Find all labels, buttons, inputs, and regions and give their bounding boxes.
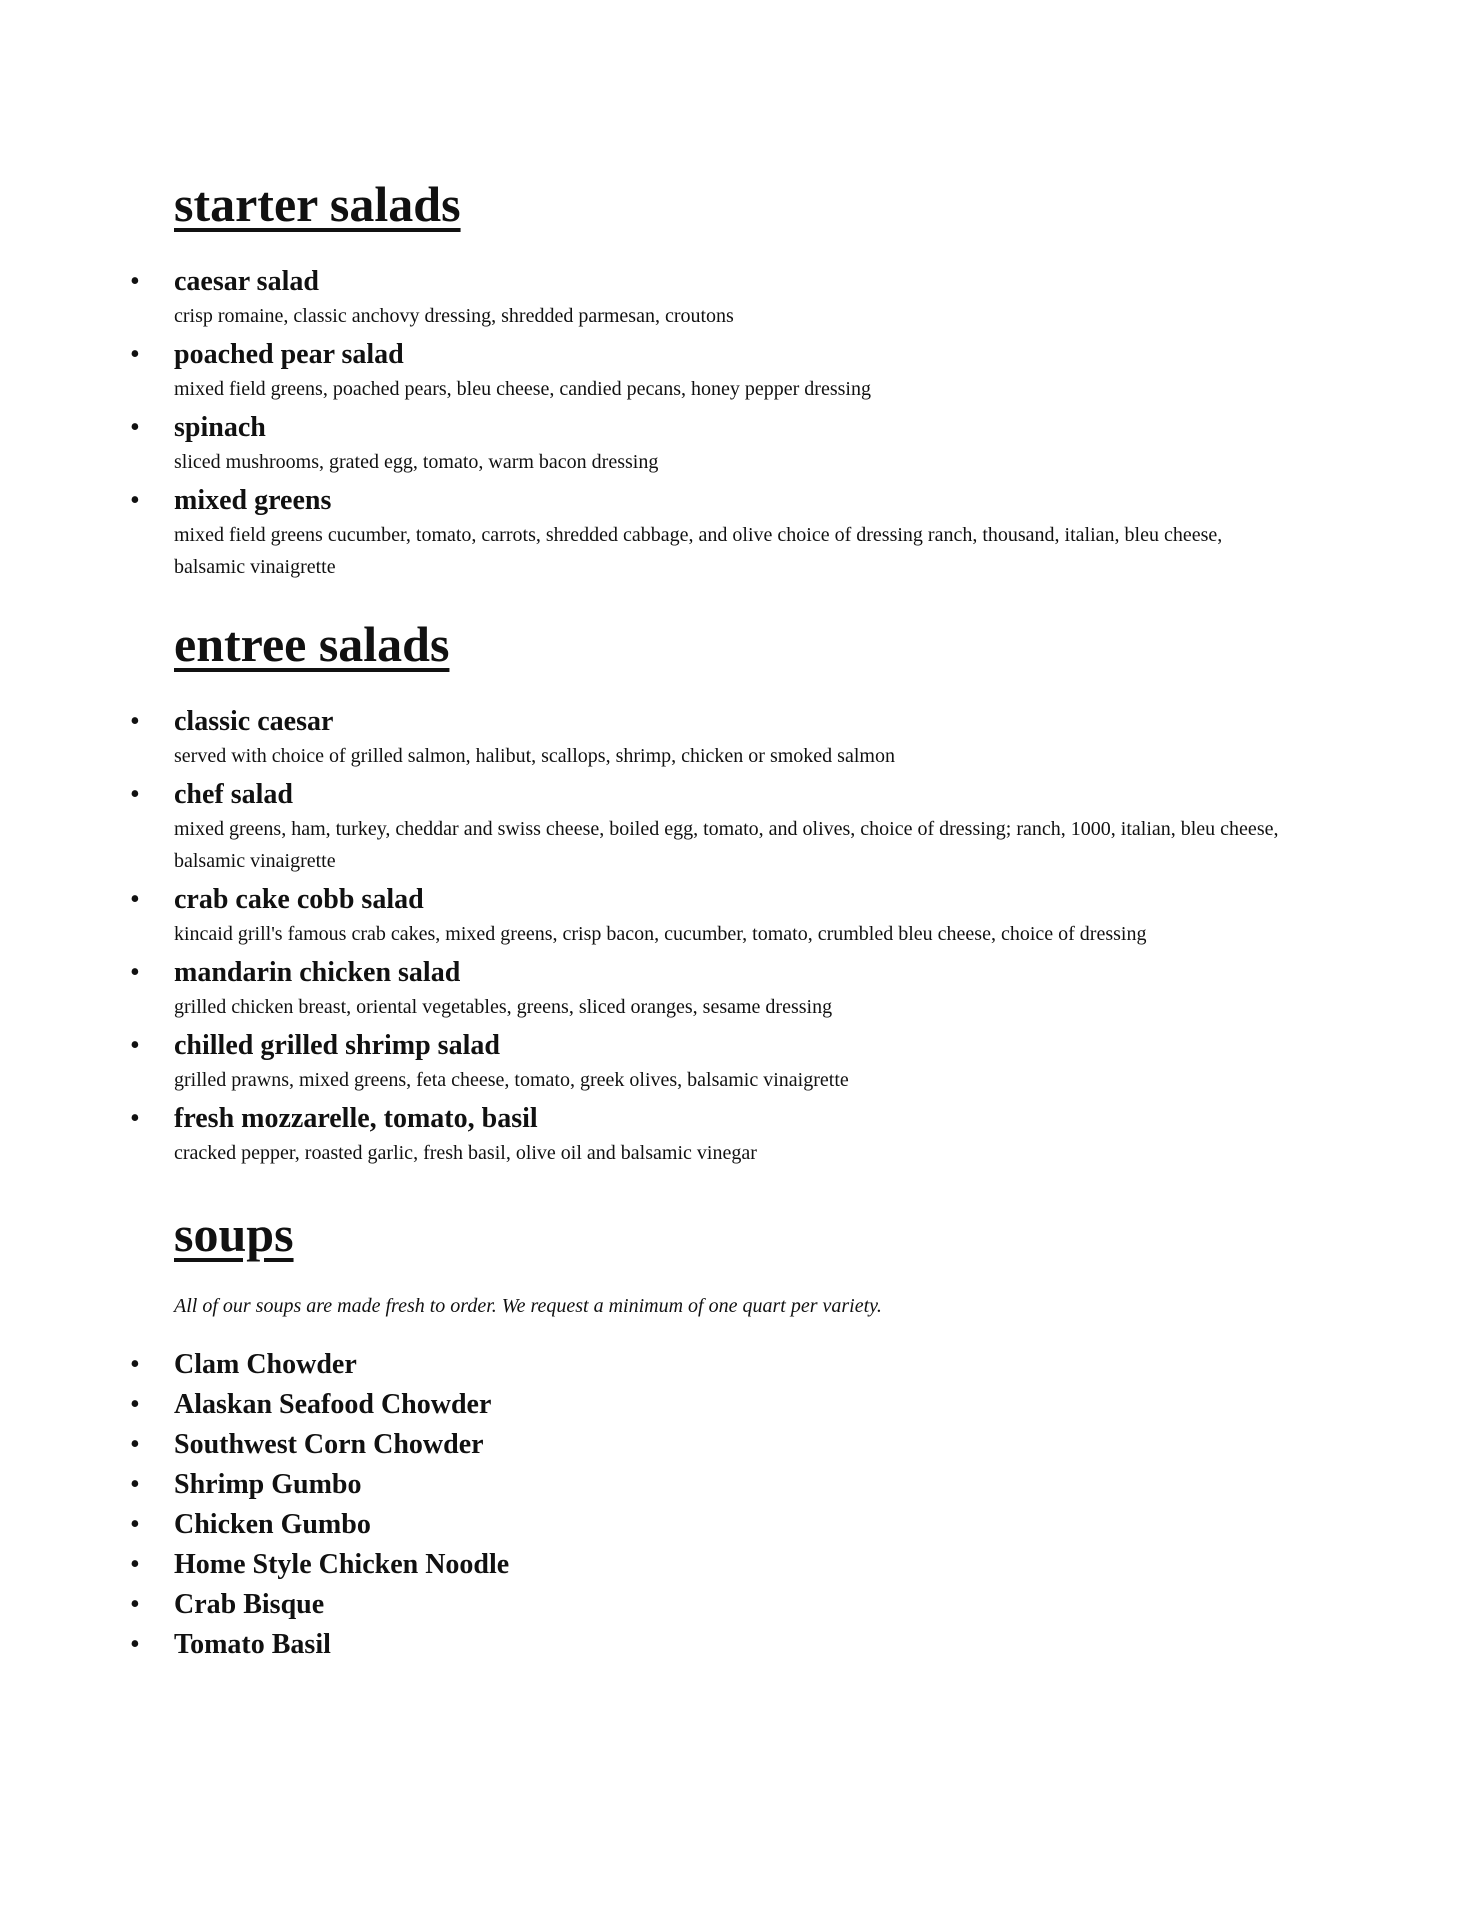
item-description: grilled chicken breast, oriental vegetables, greens, sliced oranges, sesame dressing [174,996,833,1018]
bullet: • [130,266,140,297]
item-name: mandarin chicken salad [174,957,461,988]
item-name: Home Style Chicken Noodle [174,1549,510,1580]
section-title: soups [174,1206,294,1262]
item-name: poached pear salad [174,339,404,370]
item-name: Alaskan Seafood Chowder [174,1389,492,1420]
bullet: • [130,412,140,443]
item-description: mixed greens, ham, turkey, cheddar and swiss cheese, boiled egg, tomato, and olives, choice of dressing; ranch, 1000, italian, bleu cheese, balsamic vinaigrette [174,818,1279,872]
item-name: chef salad [174,779,293,810]
bullet: • [130,1429,140,1460]
item-name: Clam Chowder [174,1349,357,1380]
item-name: crab cake cobb salad [174,884,424,915]
bullet: • [130,1509,140,1540]
item-description: kincaid grill's famous crab cakes, mixed greens, crisp bacon, cucumber, tomato, crumbled bleu cheese, choice of dressing [174,923,1147,945]
item-name: chilled grilled shrimp salad [174,1030,500,1061]
bullet: • [130,957,140,988]
item-description: served with choice of grilled salmon, halibut, scallops, shrimp, chicken or smoked salmon [174,745,895,767]
bullet: • [130,1589,140,1620]
item-name: caesar salad [174,266,319,297]
item-name: fresh mozzarelle, tomato, basil [174,1103,538,1134]
section-title: entree salads [174,616,450,672]
bullet: • [130,1030,140,1061]
item-name: spinach [174,412,266,443]
bullet: • [130,1349,140,1380]
section-title: starter salads [174,176,461,232]
item-description: mixed field greens, poached pears, bleu cheese, candied pecans, honey pepper dressing [174,378,871,400]
bullet: • [130,884,140,915]
bullet: • [130,1549,140,1580]
item-description: sliced mushrooms, grated egg, tomato, warm bacon dressing [174,451,659,473]
item-name: Tomato Basil [174,1629,331,1660]
item-name: Crab Bisque [174,1589,325,1620]
bullet: • [130,485,140,516]
item-description: mixed field greens cucumber, tomato, carrots, shredded cabbage, and olive choice of dressing ranch, thousand, italian, bleu cheese, balsamic vinaigrette [174,524,1223,578]
bullet: • [130,779,140,810]
item-name: Chicken Gumbo [174,1509,371,1540]
item-name: mixed greens [174,485,332,516]
bullet: • [130,1629,140,1660]
item-name: Southwest Corn Chowder [174,1429,484,1460]
bullet: • [130,1389,140,1420]
section-note: All of our soups are made fresh to order. We request a minimum of one quart per variety. [174,1295,882,1317]
bullet: • [130,339,140,370]
item-description: crisp romaine, classic anchovy dressing, shredded parmesan, croutons [174,305,734,327]
item-description: cracked pepper, roasted garlic, fresh basil, olive oil and balsamic vinegar [174,1142,757,1164]
bullet: • [130,1103,140,1134]
item-name: classic caesar [174,706,334,737]
item-description: grilled prawns, mixed greens, feta cheese, tomato, greek olives, balsamic vinaigrette [174,1069,849,1091]
bullet: • [130,706,140,737]
item-name: Shrimp Gumbo [174,1469,362,1500]
bullet: • [130,1469,140,1500]
